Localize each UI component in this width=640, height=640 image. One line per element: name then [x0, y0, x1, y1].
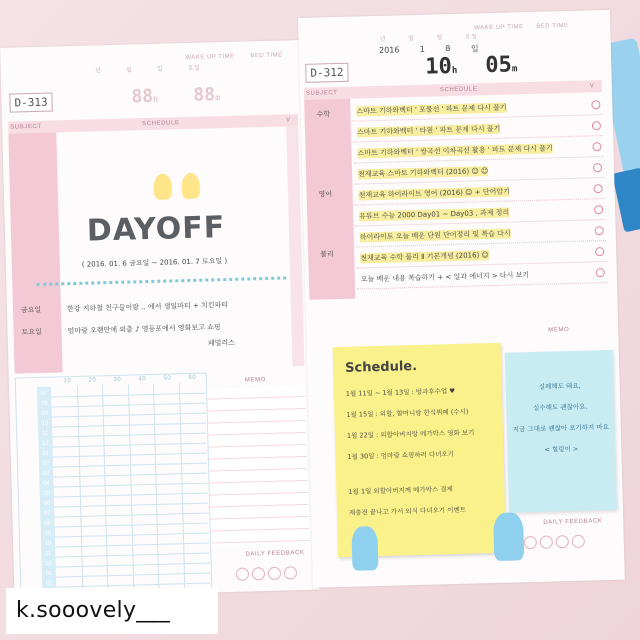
date-values: 2016 1 8 일: [378, 44, 479, 55]
task-checkbox[interactable]: [594, 205, 603, 214]
task-checkbox[interactable]: [593, 184, 602, 193]
task-checkbox[interactable]: [596, 268, 605, 277]
task-text: 오늘 배운 내용 복습하기 + < 일과 에너지 > 다시 보기: [360, 271, 530, 284]
wake-up-label: WAKE UP TIME: [474, 24, 524, 32]
hour-label: 07: [43, 510, 51, 517]
chibi-sticker-2: [181, 173, 200, 199]
feedback-face-4[interactable]: [284, 566, 297, 579]
schedule-note-item: 1월 22일 : 외할아버지랑 메가박스 영화 보기: [346, 428, 475, 440]
subject-math: 수학: [316, 110, 331, 119]
task-text: 천재교육 스마트 기하와벡터 (2016) ☺ ☺: [358, 167, 489, 179]
grid-col-line: [128, 385, 134, 595]
hour-label: 02: [45, 580, 53, 587]
hour-label: 11: [42, 430, 49, 437]
task-text: 하이라이트 오늘 배운 단원 단어정리 및 복습 다시: [359, 229, 511, 242]
schedule-note-items: [346, 385, 500, 529]
row-subject-1: 금요일: [20, 305, 42, 315]
wake-up-label: WAKE UP TIME: [185, 53, 235, 62]
task-text: 천재교육 수학 물리 Ⅱ 기본개념 (2016) ☺: [360, 251, 489, 263]
daily-feedback-label: DAILY FEEDBACK: [543, 518, 603, 526]
schedule-note-item: 재충전 끝나고 가서 외식 다녀오기 이벤트: [348, 505, 467, 517]
memo-note-line: < 힐링이 >: [544, 444, 579, 454]
task-checkbox[interactable]: [595, 226, 604, 235]
row-text-2: 엄마랑 오랜만에 외출 ♪ 영등포에서 영화보고 쇼핑: [67, 323, 221, 336]
task-text: 스마트 기하와벡터 ' 타원 ' 파트 문제 다시 풀기: [356, 124, 501, 137]
task-checkbox[interactable]: [595, 247, 604, 256]
task-checkbox[interactable]: [591, 100, 600, 109]
schedule-note-item: 1월 1일 외할아버지께 메가박스 결제: [348, 485, 453, 496]
grid-col-line: [102, 385, 108, 595]
hour-label: 04: [43, 480, 50, 487]
date-labels: 년 월 일 요일: [94, 65, 201, 75]
check-label: V: [589, 83, 595, 90]
subject-label: SUBJECT: [305, 89, 338, 97]
username-text: k.sooovely___: [16, 598, 171, 623]
check-label: V: [286, 117, 291, 124]
dotted-divider: [36, 276, 286, 286]
schedule-note-item: 1월 11일 ~ 1월 13일 : 방과후수업 ♥: [345, 387, 456, 398]
memo-note-lines: [506, 380, 616, 467]
subject-english: 영어: [318, 190, 333, 199]
dday-counter: D-313: [9, 92, 53, 112]
grid-col-line: [77, 386, 83, 596]
memo-sticky-note: [505, 350, 617, 513]
hour-label: 01: [45, 570, 53, 577]
subject-physics: 물리: [320, 250, 334, 259]
grid-col-line: [153, 384, 159, 594]
hour-label: 09: [41, 410, 49, 417]
row-subject-2: 토요일: [21, 327, 42, 337]
right-page: [298, 10, 625, 588]
row-text-1: 한강 지하철 친구들이랑 .. 에서 생일파티 + 치킨파티: [66, 300, 229, 314]
task-list: [352, 94, 607, 289]
hour-label: 12: [42, 440, 49, 447]
memo-note-line: 실수해도 괜찮아요.: [532, 402, 588, 412]
memo-note-line: 지금 그대로 괜찮아 포기하지 마요: [512, 423, 609, 434]
feedback-face-1[interactable]: [524, 536, 537, 549]
subject-label: SUBJECT: [10, 123, 42, 131]
wake-time-digits: 88h: [131, 85, 159, 108]
hour-label: 08: [41, 400, 48, 407]
feedback-face-3[interactable]: [268, 567, 281, 580]
grid-col-line: [179, 383, 185, 593]
left-page: [0, 40, 319, 598]
alice-sticker-1: [351, 526, 378, 571]
username-watermark: [6, 588, 218, 634]
schedule-label: SCHEDULE: [142, 120, 180, 128]
bed-time-label: BED TIME: [250, 52, 283, 60]
feedback-face-1[interactable]: [236, 568, 249, 581]
hour-label: 05: [43, 490, 51, 497]
hour-label: 03: [42, 470, 50, 477]
subject-column: [8, 132, 62, 373]
hour-label: 12: [45, 560, 53, 567]
dayoff-title: DAYOFF: [86, 210, 226, 249]
date-labels: 년 월 일 요일: [379, 34, 478, 43]
task-checkbox[interactable]: [593, 163, 602, 172]
hour-label: 01: [42, 450, 50, 457]
dayoff-subtitle: ( 2016. 01. 6 금요일 ~ 2016. 01. 7 토요일 ): [81, 256, 228, 269]
wake-time-digits: 10h: [425, 53, 458, 80]
hour-label: 08: [44, 520, 51, 527]
hour-label: 02: [42, 460, 50, 467]
schedule-note-item: 1월 30일 : 엄마랑 쇼핑하러 다녀오기: [347, 450, 455, 461]
hour-label: 11: [45, 550, 52, 557]
task-text: 스마트 기하와벡터 ' 포물선 ' 파트 문제 다시 풀기: [356, 103, 507, 116]
dday-counter: D-312: [305, 63, 349, 83]
feedback-face-3[interactable]: [556, 535, 569, 548]
hour-label: 06: [43, 500, 51, 507]
bed-time-digits: 05m: [484, 52, 518, 79]
daily-feedback-label: DAILY FEEDBACK: [245, 550, 305, 558]
hour-label: 10: [44, 540, 52, 547]
hour-label: 07: [40, 390, 48, 397]
grid-lines: [51, 383, 210, 597]
row-text-3: 패밀리스: [207, 338, 236, 348]
hour-label: 10: [41, 420, 49, 427]
alice-sticker-2: [493, 512, 524, 561]
task-text: 천재교육 하이라이트 영어 (2016) ☺ + 단어암기: [358, 187, 510, 200]
schedule-sticky-note: [333, 343, 506, 557]
bed-time-label: BED TIME: [536, 22, 569, 30]
memo-area: [207, 385, 309, 548]
task-text: 스마트 기하와벡터 ' 쌍곡선 이차곡선 활용 ' 파트 문제 다시 풀기: [357, 144, 553, 158]
schedule-note-item: 1월 15일 : 외할, 할머니랑 한식뷔페 (수시): [346, 407, 469, 419]
hour-label: 09: [44, 530, 52, 537]
task-checkbox[interactable]: [592, 121, 601, 130]
memo-label: MEMO: [548, 327, 570, 334]
memo-label: MEMO: [244, 377, 267, 384]
chibi-sticker-1: [153, 173, 172, 199]
schedule-note-title: Schedule.: [344, 359, 418, 376]
feedback-face-2[interactable]: [540, 536, 553, 549]
task-text: 유튜브 수능 2000 Day01 ~ Day03 , 과제 정리: [359, 208, 510, 221]
feedback-face-4[interactable]: [572, 535, 585, 548]
feedback-face-2[interactable]: [252, 567, 265, 580]
bed-time-digits: 88m: [193, 84, 221, 106]
schedule-label: SCHEDULE: [439, 86, 478, 94]
task-checkbox[interactable]: [592, 142, 601, 151]
memo-note-line: 실패해도 돼요,: [538, 381, 581, 391]
minute-headers: 10 20 30 40 50 60: [63, 374, 197, 385]
